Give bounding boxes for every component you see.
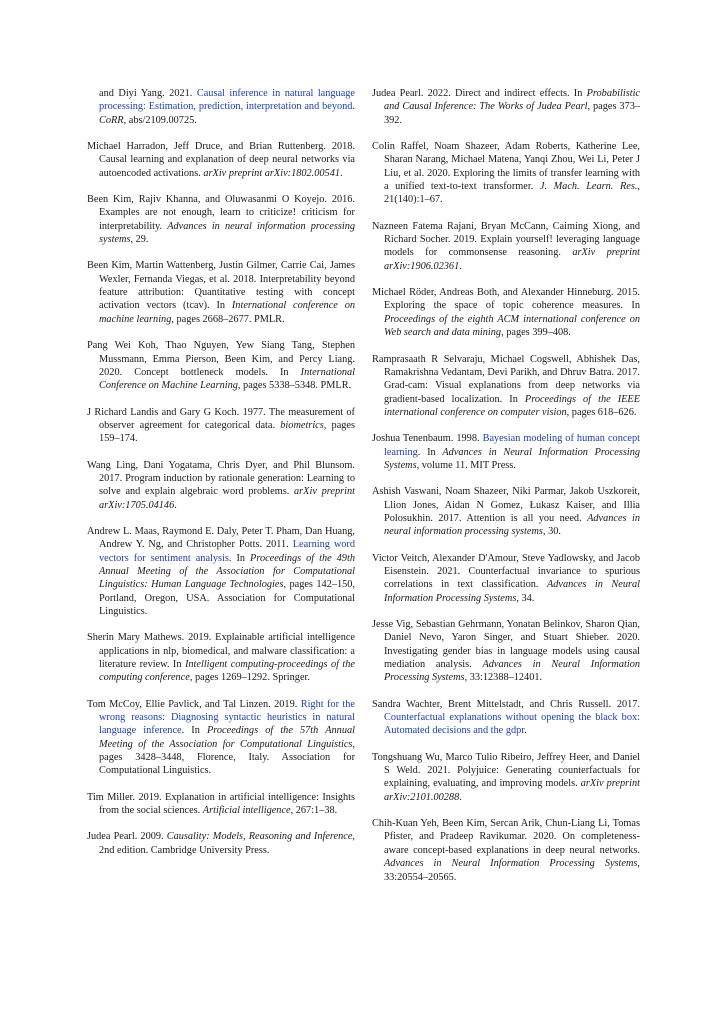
reference-entry [372,751,640,804]
reference-entry [372,552,640,605]
reference-text: . [174,499,177,511]
reference-text: , pages 373–392. [384,101,640,126]
reference-text: , abs/2109.00725. [123,114,197,126]
reference-venue: Artificial intelligence [202,805,291,817]
reference-text: Judea Pearl. 2009. [87,831,167,843]
reference-entry [372,286,640,339]
reference-text: Tom McCoy, Ellie Pavlick, and Tal Linzen. 2019. [87,698,301,710]
reference-text: Colin Raffel, Noam Shazeer, Adam Roberts, Katherine Lee, Sharan Narang, Michael Matena, Yanqi Zhou, Wei Li, Peter J Liu, et al. 2020. Exploring the limits of transfer learning with a unified text-to-text transformer. [372,141,640,193]
reference-entry [372,698,640,738]
reference-venue: Advances in neural information processing systems [384,512,640,538]
reference-text: , 33:12388–12401. [464,672,543,684]
reference-venue: Intelligent computing-proceedings of the computing conference [99,659,355,684]
reference-text: , pages 142–150, Portland, Oregon, USA. Association for Computational Linguistics. [99,579,356,617]
reference-text: Michael Harradon, Jeff Druce, and Brian Ruttenberg. 2018. Causal learning and explanation of deep neural networks via autoencoded activations. [87,141,355,179]
reference-text: Judea Pearl. 2022. Direct and indirect effects. In [372,88,587,99]
reference-text: Tongshuang Wu, Marco Tulio Ribeiro, Jeffrey Heer, and Daniel S Weld. 2021. Polyjuice: Generating counterfactuals for explaining, evaluating, and improving models. [372,751,640,790]
reference-entry [372,485,640,538]
reference-venue: Advances in Neural Information Processing Systems [384,858,638,870]
reference-text: . In [417,446,443,458]
reference-text: , pages 2668–2677. PMLR. [171,313,285,325]
reference-text: Chih-Kuan Yeh, Been Kim, Sercan Arik, Chun-Liang Li, Tomas Pfister, and Pradeep Ravikumar. 2020. On completeness-aware concept-based explanations in deep neural networks. [372,818,640,856]
reference-venue: Probabilistic and Causal Inference: The Works of Judea Pearl [384,88,640,113]
reference-text: Tim Miller. 2019. Explanation in artificial intelligence: Insights from the social sciences. [87,791,355,817]
reference-venue: arXiv preprint arXiv:1906.02361 [384,247,640,272]
reference-link[interactable]: Counterfactual explanations without opening the black box: Automated decisions and the gdpr [384,712,640,737]
reference-venue: International Conference on Machine Learning [99,366,355,392]
reference-text: , 2nd edition. Cambridge University Press. [99,831,355,856]
reference-text: , 21(140):1–67. [384,181,640,206]
reference-venue: Proceedings of the 49th Annual Meeting of the Association for Computational Linguistics: Human Language Technologies [99,552,355,591]
reference-text: , 29. [130,234,149,246]
reference-entry [87,339,355,392]
reference-text: Pang Wei Koh, Thao Nguyen, Yew Siang Tang, Stephen Mussmann, Emma Pierson, Been Kim, and Percy Liang. 2020. Concept bottleneck models. In [87,340,355,378]
reference-text: Victor Veitch, Alexander D'Amour, Steve Yadlowsky, and Jacob Eisenstein. 2021. Counterfactual invariance to spurious correlations in text classification. [372,552,640,591]
reference-text: Andrew L. Maas, Raymond E. Daly, Peter T. Pham, Dan Huang, Andrew Y. Ng, and Christopher Potts. 2011. [87,525,355,551]
reference-venue: Proceedings of the IEEE international conference on computer vision [384,393,640,418]
reference-venue: Advances in Neural Information Processing Systems [384,579,640,604]
reference-text: Jesse Vig, Sebastian Gehrmann, Yonatan Belinkov, Sharon Qian, Daniel Nevo, Yaron Singer, and Stuart Shieber. 2020. Investigating gender bias in language models using causal mediation analysis. [372,619,640,671]
reference-entry [87,631,355,684]
reference-venue: arXiv preprint arXiv:2101.00288 [384,778,640,803]
reference-text: . In [228,552,251,564]
reference-text: Wang Ling, Dani Yogatama, Chris Dyer, and Phil Blunsom. 2017. Program induction by rationale generation: Learning to solve and explain algebraic word problems. [87,459,355,498]
reference-venue: Proceedings of the eighth ACM international conference on Web search and data mining [384,313,640,339]
reference-text: . In [181,725,207,737]
reference-entry [372,618,640,685]
reference-entry [87,406,355,446]
reference-text: Ramprasaath R Selvaraju, Michael Cogswell, Abhishek Das, Ramakrishna Vedantam, Devi Parikh, and Dhruv Batra. 2017. Grad-cam: Visual explanations from deep networks via gradient-based localization. In [372,353,640,405]
reference-venue: Advances in neural information processing systems [99,220,355,246]
reference-entry [87,698,355,778]
reference-link[interactable]: Causal inference in natural language processing: Estimation, prediction, interpretation and beyond [99,88,355,113]
reference-link[interactable]: Right for the wrong reasons: Diagnosing syntactic heuristics in natural language inference [99,698,355,737]
reference-text: . [340,167,343,179]
references-right-column [372,87,640,897]
reference-entry [372,220,640,273]
reference-venue: International conference on machine learning [99,300,355,325]
reference-link[interactable]: Bayesian modeling of human concept learning [384,433,640,458]
reference-entry [87,525,355,618]
reference-entry [87,791,355,818]
reference-text: , pages 5338–5348. PMLR. [237,380,352,392]
reference-venue: arXiv preprint arXiv:1802.00541 [203,167,340,179]
reference-venue: biometrics [280,419,324,431]
reference-venue: J. Mach. Learn. Res. [539,181,638,193]
reference-venue: CoRR [99,114,124,126]
reference-text: , pages 399–408. [501,327,571,339]
reference-text: Been Kim, Martin Wattenberg, Justin Gilmer, Carrie Cai, James Wexler, Fernanda Viegas, et al. 2018. Interpretability beyond feature attribution: Quantitative testing with concept activation vectors (tcav). In [87,260,355,312]
reference-entry [87,830,355,857]
reference-venue: arXiv preprint arXiv:1705.04146 [99,486,355,511]
reference-text: , 33:20554–20565. [384,858,640,883]
reference-text: . [524,725,527,737]
reference-text: . [352,101,355,113]
reference-entry [372,432,640,472]
reference-text: , volume 11. MIT Press. [416,459,516,471]
reference-text: and Diyi Yang. 2021. [99,88,197,99]
reference-venue: Advances in Neural Information Processing Systems [384,659,640,684]
reference-entry [372,140,640,207]
reference-entry [372,87,640,127]
reference-venue: Causality: Models, Reasoning and Inference [166,831,353,843]
reference-text: Ashish Vaswani, Noam Shazeer, Niki Parmar, Jakob Uszkoreit, Llion Jones, Aidan N Gomez, Łukasz Kaiser, and Illia Polosukhin. 2017. Attention is all you need. [372,486,640,524]
reference-entry [87,459,355,512]
reference-text: Michael Röder, Andreas Both, and Alexander Hinneburg. 2015. Exploring the space of topic coherence measures. In [372,287,640,312]
references-left-column [87,87,355,870]
reference-link[interactable]: Learning word vectors for sentiment analysis [99,539,355,564]
reference-text: Been Kim, Rajiv Khanna, and Oluwasanmi O Koyejo. 2016. Examples are not enough, learn to criticize! criticism for interpretability. [87,194,355,232]
reference-text: Nazneen Fatema Rajani, Bryan McCann, Caiming Xiong, and Richard Socher. 2019. Explain yourself! leveraging language models for commonsense reasoning. [372,220,640,259]
reference-text: , 267:1–38. [290,805,338,817]
reference-text: Joshua Tenenbaum. 1998. [372,433,483,445]
reference-venue: Advances in Neural Information Processing Systems [384,446,640,471]
reference-entry [87,140,355,180]
reference-text: , 30. [542,526,561,538]
reference-text: Sherin Mary Mathews. 2019. Explainable artificial intelligence applications in nlp, biomedical, and malware classification: a literature review. In [87,632,355,671]
reference-text: . [459,791,462,803]
reference-text: , pages 159–174. [99,419,355,445]
reference-text: , pages 618–626. [566,406,637,418]
reference-text: . [459,260,462,272]
reference-entry [87,259,355,326]
reference-entry [372,817,640,884]
reference-text: J Richard Landis and Gary G Koch. 1977. The measurement of observer agreement for categorical data. [87,406,355,431]
reference-entry [87,193,355,246]
reference-text: , 34. [516,592,535,604]
reference-entry [372,353,640,420]
reference-venue: Proceedings of the 57th Annual Meeting of the Association for Computational Linguistics [99,725,355,750]
reference-entry [87,87,355,127]
reference-text: , pages 3428–3448, Florence, Italy. Association for Computational Linguistics. [99,738,355,777]
reference-text: Sandra Wachter, Brent Mittelstadt, and Chris Russell. 2017. [372,698,640,710]
reference-text: , pages 1269–1292. Springer. [189,672,310,684]
